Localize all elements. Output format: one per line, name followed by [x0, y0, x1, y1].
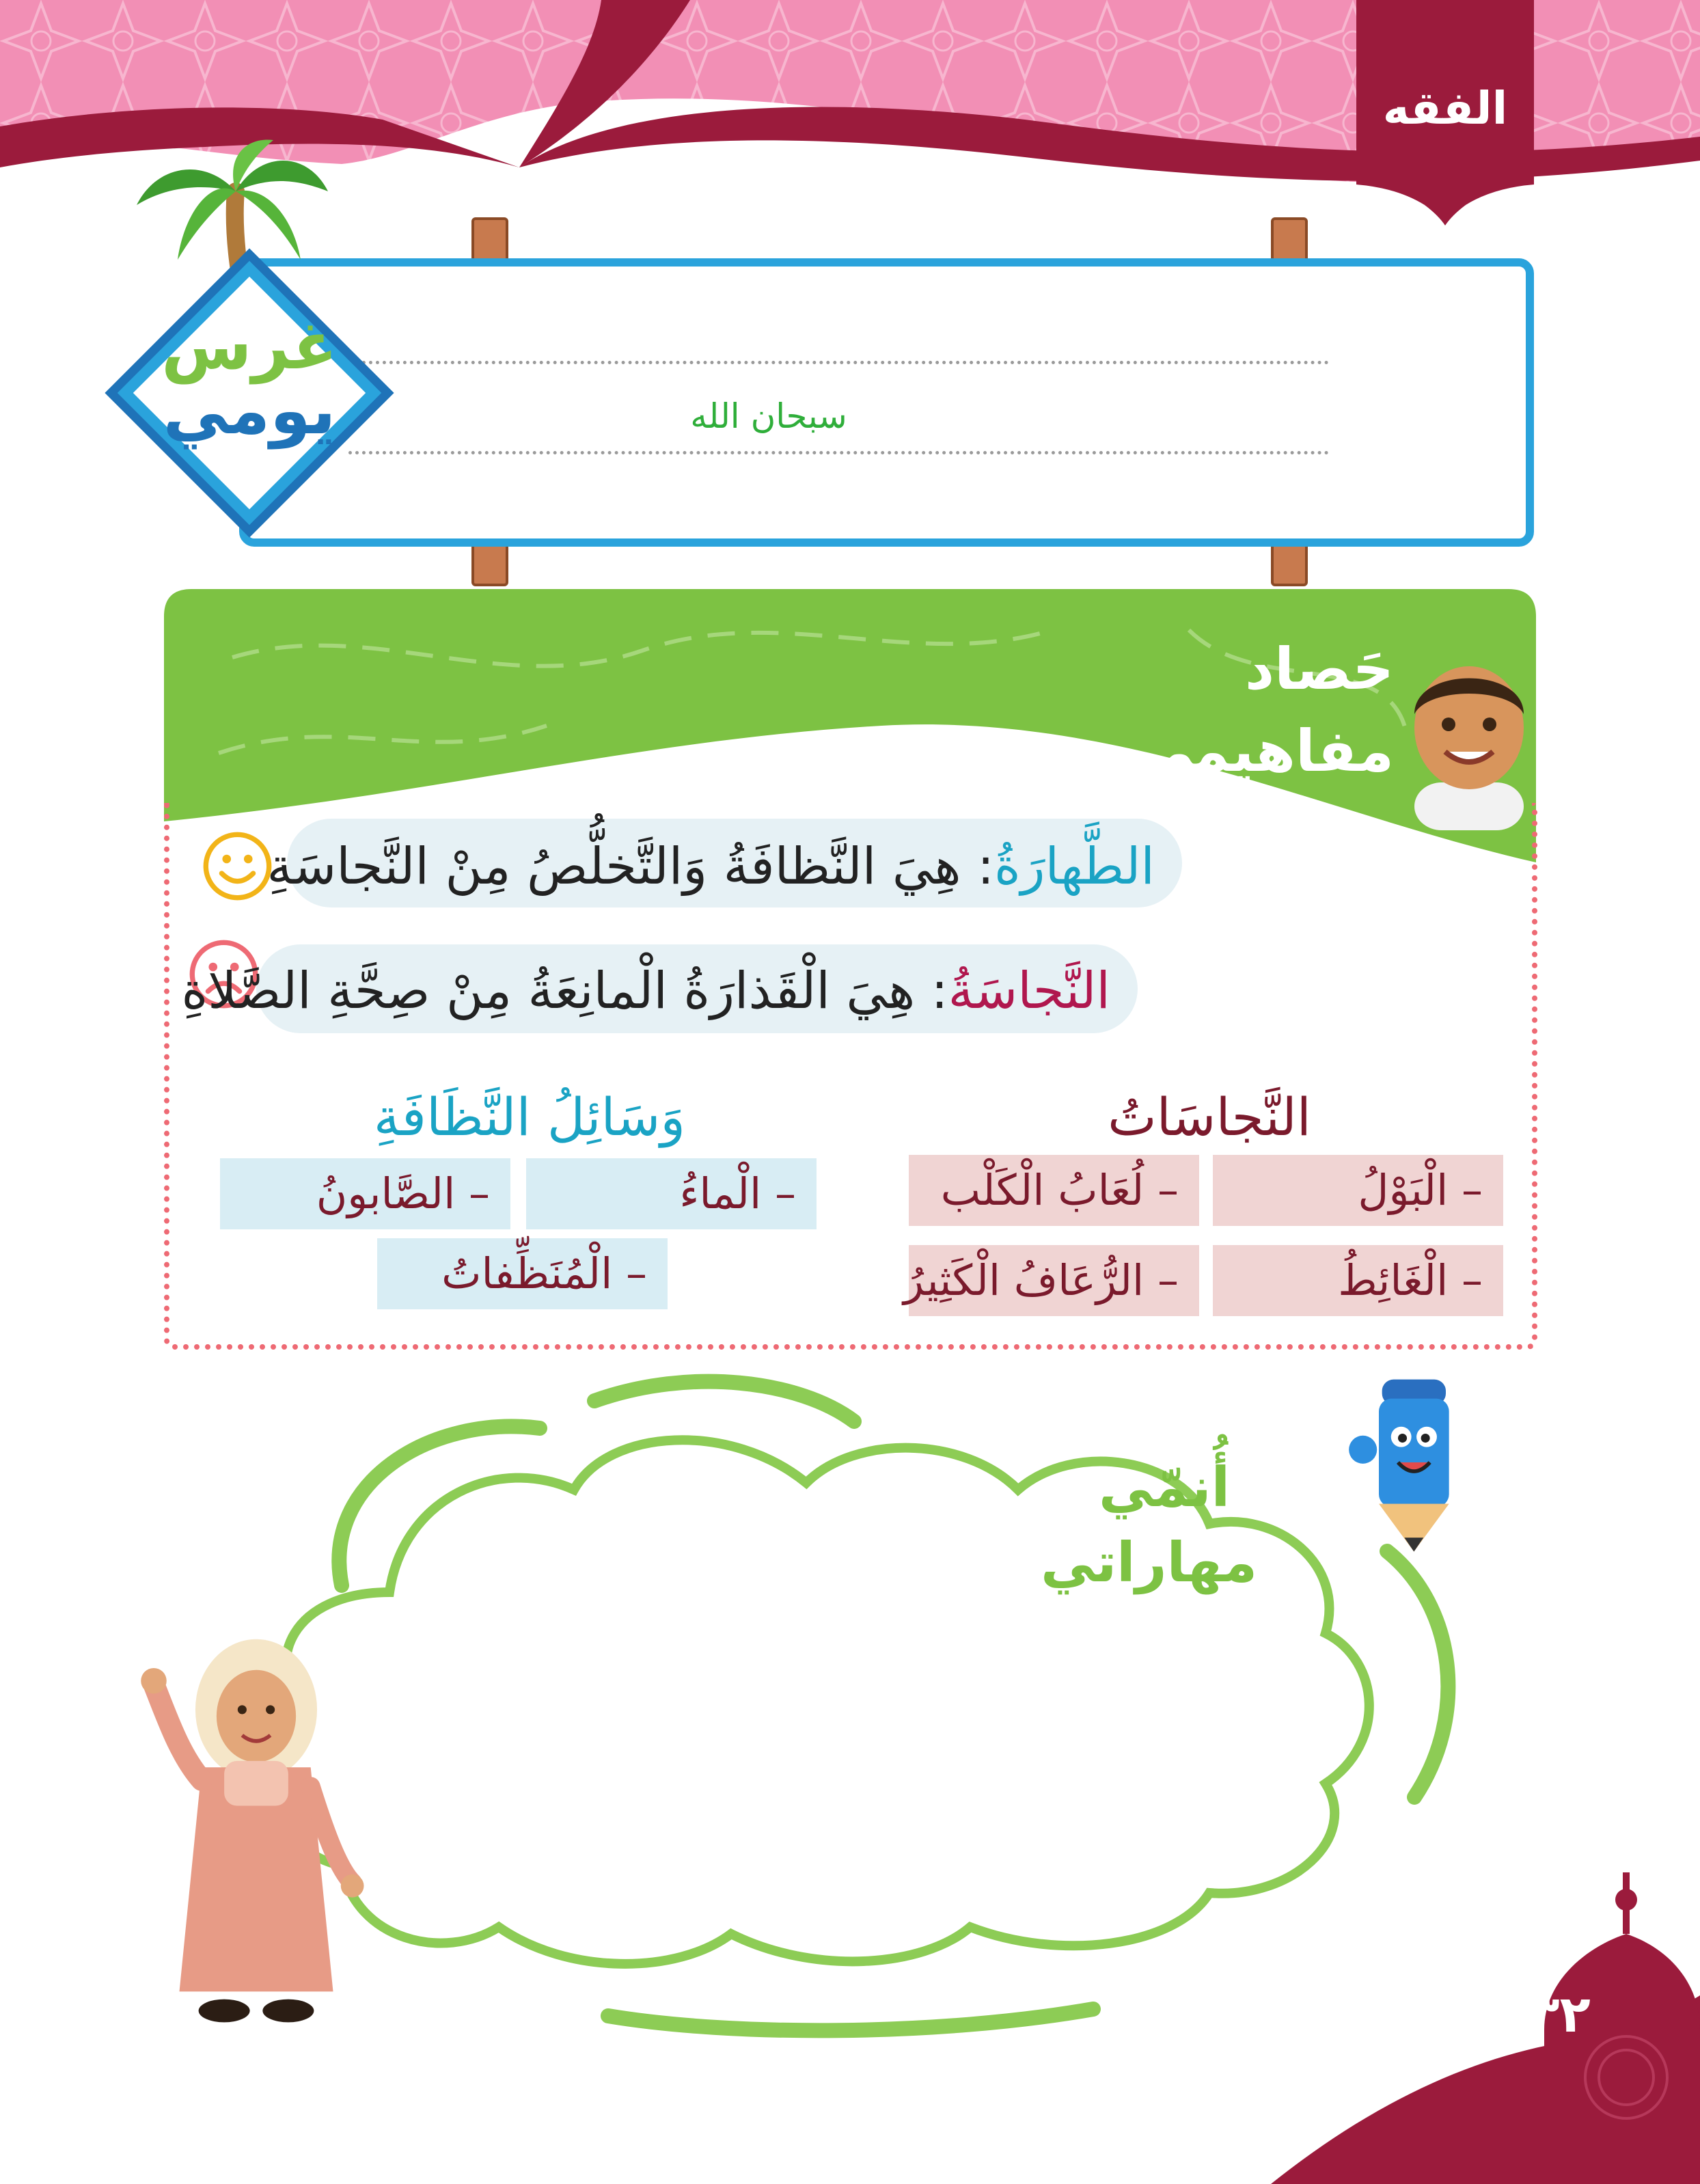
impurities-heading: النَّجاسَاتُ	[1108, 1087, 1311, 1147]
definition-term: النَّجاسَةُ	[948, 961, 1110, 1020]
impurity-item: – الْبَوْلُ	[1213, 1155, 1503, 1226]
definition-body: : هِيَ الْقَذارَةُ الْمانِعَةُ مِنْ صِحَّةِ الصَّلاةِ	[181, 961, 948, 1020]
dotted-line	[348, 451, 1329, 454]
page-number: ١٣٢	[1498, 1985, 1591, 2044]
definition-row	[181, 961, 1110, 1020]
definition-term: الطَّهارَةُ	[994, 837, 1155, 896]
definition-body: : هِيَ النَّظافَةُ وَالتَّخلُّصُ مِنْ النَّجاسَةِ	[266, 837, 995, 896]
subject-label: الفقه	[1382, 82, 1508, 135]
cleaning-item: – الصَّابونُ	[220, 1158, 510, 1229]
happy-face-icon	[202, 830, 273, 902]
definition-row	[266, 837, 1155, 896]
skills-title-line2: مهاراتي	[1041, 1531, 1257, 1594]
concept-title-line2: مفاهيمي	[1136, 718, 1394, 784]
cleaning-item: – الْماءُ	[526, 1158, 817, 1229]
dotted-line	[348, 361, 1329, 364]
cleaning-item: – الْمُنَظِّفاتُ	[377, 1238, 668, 1309]
cleaning-heading: وَسَائِلُ النَّظَافَةِ	[373, 1087, 686, 1147]
skills-title-line1: أُنمّي	[1098, 1456, 1230, 1519]
impurity-item: – الْغَائِطُ	[1213, 1245, 1503, 1316]
impurity-item: – لُعَابُ الْكَلْب	[909, 1155, 1199, 1226]
badge-line1: غرس	[161, 308, 338, 384]
page-corner-ornament	[1271, 1859, 1700, 2184]
concept-title-line1: حَصاد	[1245, 636, 1394, 702]
impurity-item: – الرُّعَافُ الْكَثِيرُ	[909, 1245, 1199, 1316]
pencil-mascot-icon	[1339, 1367, 1476, 1558]
badge-line2: يومي	[163, 372, 336, 449]
girl-character-icon	[133, 1626, 379, 2036]
dhikr-text: سبحان الله	[690, 396, 847, 436]
